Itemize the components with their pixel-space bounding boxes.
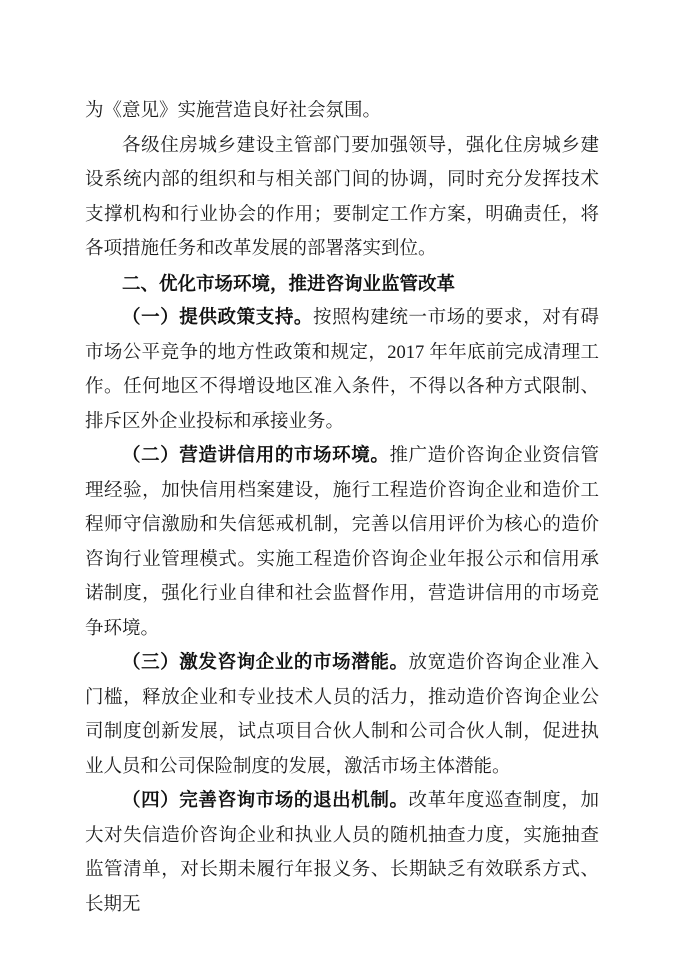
section-heading-text: 二、优化市场环境，推进咨询业监管改革 bbox=[122, 272, 456, 294]
paragraph-lead: （四）完善咨询市场的退出机制。 bbox=[122, 791, 409, 811]
paragraph-lead: （二）营造讲信用的市场环境。 bbox=[122, 446, 390, 466]
paragraph-item-2 bbox=[85, 439, 599, 646]
paragraph-lead: （一）提供政策支持。 bbox=[122, 308, 314, 328]
paragraph-text: 为《意见》实施营造良好社会氛围。 bbox=[85, 101, 382, 121]
document-text-block bbox=[85, 94, 599, 922]
paragraph-continuation bbox=[85, 94, 599, 129]
section-heading bbox=[85, 267, 599, 302]
paragraph-body bbox=[85, 129, 599, 267]
paragraph-text: 推广造价咨询企业资信管理经验，加快信用档案建设，施行工程造价咨询企业和造价工程师守信激励和失信惩戒机制，完善以信用评价为核心的造价咨询行业管理模式。实施工程造价咨询企业年报公示和信用承诺制度，强化行业自律和社会监督作用，营造讲信用的市场竞争环境。 bbox=[85, 446, 599, 639]
paragraph-text: 放宽造价咨询企业准入门槛，释放企业和专业技术人员的活力，推动造价咨询企业公司制度创新发展，试点项目合伙人制和公司合伙人制，促进执业人员和公司保险制度的发展，激活市场主体潜能。 bbox=[85, 653, 599, 777]
paragraph-item-1 bbox=[85, 301, 599, 439]
paragraph-text: 改革年度巡查制度，加大对失信造价咨询企业和执业人员的随机抽查力度，实施抽查监管清单，对长期未履行年报义务、长期缺乏有效联系方式、长期无 bbox=[85, 791, 599, 915]
paragraph-lead: （三）激发咨询企业的市场潜能。 bbox=[122, 653, 409, 673]
paragraph-item-4 bbox=[85, 784, 599, 922]
paragraph-item-3 bbox=[85, 646, 599, 784]
paragraph-text: 按照构建统一市场的要求，对有碍市场公平竞争的地方性政策和规定，2017 年年底前完成清理工作。任何地区不得增设地区准入条件，不得以各种方式限制、排斥区外企业投标和承接业务。 bbox=[85, 308, 599, 432]
paragraph-text: 各级住房城乡建设主管部门要加强领导，强化住房城乡建设系统内部的组织和与相关部门间的协调，同时充分发挥技术支撑机构和行业协会的作用；要制定工作方案，明确责任，将各项措施任务和改革发展的部署落实到位。 bbox=[85, 135, 599, 259]
